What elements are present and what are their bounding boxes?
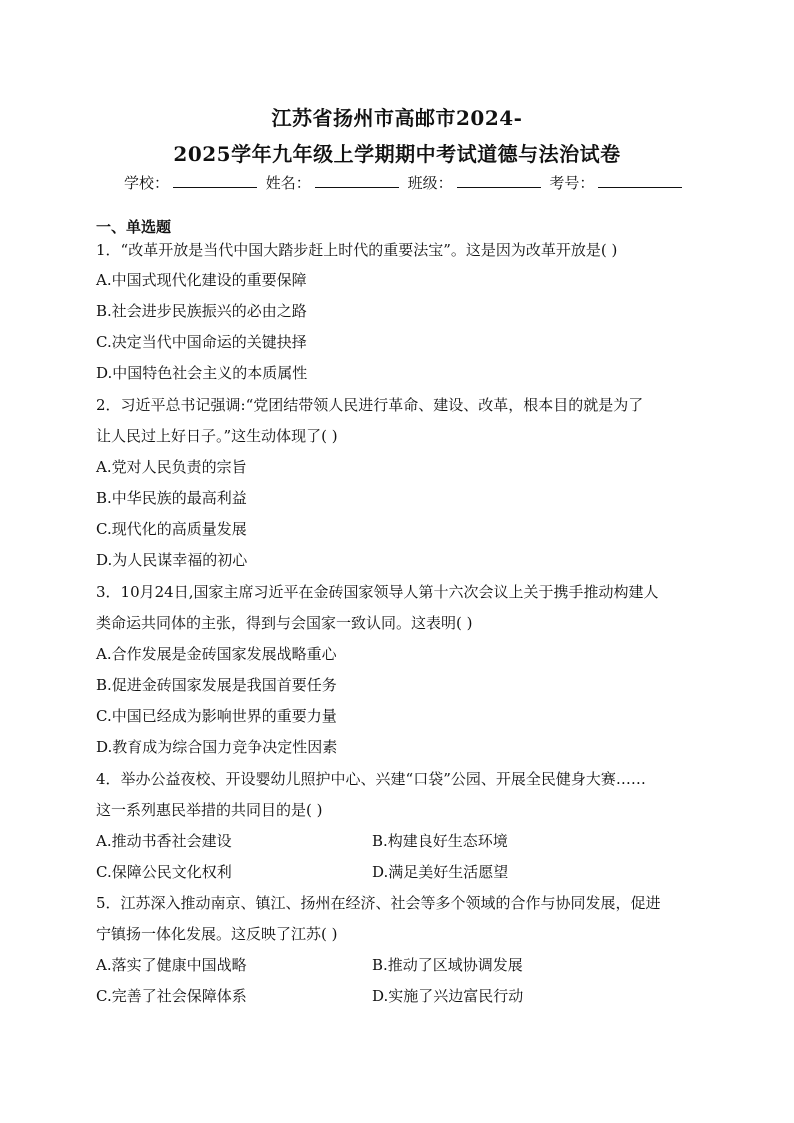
question-5-option-b: B.推动了区域协调发展 bbox=[372, 956, 523, 974]
question-3-stem-line2: 类命运共同体的主张，得到与会国家一致认同。这表明( ) bbox=[96, 614, 473, 632]
question-3-option-d: D.教育成为综合国力竞争决定性因素 bbox=[96, 738, 338, 756]
question-2-option-c: C.现代化的高质量发展 bbox=[96, 520, 247, 538]
question-2-option-b: B.中华民族的最高利益 bbox=[96, 489, 247, 507]
question-5-option-a: A.落实了健康中国战略 bbox=[96, 956, 247, 974]
question-1-option-a: A.中国式现代化建设的重要保障 bbox=[96, 271, 307, 289]
question-1-stem: 1．“改革开放是当代中国大踏步赶上时代的重要法宝”。这是因为改革开放是( ) bbox=[96, 241, 618, 259]
question-4-option-d: D.满足美好生活愿望 bbox=[372, 863, 509, 881]
exam-number-label: 考号： bbox=[549, 174, 595, 192]
exam-title-line1: 江苏省扬州市高邮市2024- bbox=[271, 106, 523, 130]
question-1-option-b: B.社会进步民族振兴的必由之路 bbox=[96, 302, 307, 320]
class-label: 班级： bbox=[407, 174, 453, 192]
question-4-option-b: B.构建良好生态环境 bbox=[372, 832, 508, 850]
question-4-stem-line1: 4．举办公益夜校、开设婴幼儿照护中心、兴建“口袋”公园、开展全民健身大赛…… bbox=[96, 770, 646, 788]
school-blank bbox=[173, 173, 257, 188]
question-2-stem-line1: 2．习近平总书记强调:“党团结带领人民进行革命、建设、改革，根本目的就是为了 bbox=[96, 396, 644, 414]
question-4-option-a: A.推动书香社会建设 bbox=[96, 832, 232, 850]
name-label: 姓名： bbox=[265, 174, 311, 192]
class-blank bbox=[457, 173, 541, 188]
question-4-stem-line2: 这一系列惠民举措的共同目的是( ) bbox=[96, 801, 323, 819]
question-2-option-d: D.为人民谋幸福的初心 bbox=[96, 551, 248, 569]
question-3-option-b: B.促进金砖国家发展是我国首要任务 bbox=[96, 676, 337, 694]
question-5-stem-line1: 5．江苏深入推动南京、镇江、扬州在经济、社会等多个领域的合作与协同发展，促进 bbox=[96, 894, 661, 912]
question-3-stem-line1: 3．10月24日,国家主席习近平在金砖国家领导人第十六次会议上关于携手推动构建人 bbox=[96, 583, 659, 601]
school-label: 学校： bbox=[124, 174, 170, 192]
question-2-option-a: A.党对人民负责的宗旨 bbox=[96, 458, 247, 476]
question-3-option-c: C.中国已经成为影响世界的重要力量 bbox=[96, 707, 337, 725]
question-5-option-d: D.实施了兴边富民行动 bbox=[372, 987, 524, 1005]
question-2-stem-line2: 让人民过上好日子。”这生动体现了( ) bbox=[96, 427, 338, 445]
student-info-row bbox=[124, 172, 684, 193]
question-4-option-c: C.保障公民文化权利 bbox=[96, 863, 232, 881]
question-5-option-c: C.完善了社会保障体系 bbox=[96, 987, 247, 1005]
exam-number-blank bbox=[598, 173, 682, 188]
section-title: 一、单选题 bbox=[96, 218, 172, 236]
question-5-stem-line2: 宁镇扬一体化发展。这反映了江苏( ) bbox=[96, 925, 338, 943]
question-3-option-a: A.合作发展是金砖国家发展战略重心 bbox=[96, 645, 337, 663]
question-1-option-d: D.中国特色社会主义的本质属性 bbox=[96, 364, 308, 382]
exam-title-line2: 2025学年九年级上学期期中考试道德与法治试卷 bbox=[173, 142, 621, 166]
question-1-option-c: C.决定当代中国命运的关键抉择 bbox=[96, 333, 307, 351]
name-blank bbox=[315, 173, 399, 188]
